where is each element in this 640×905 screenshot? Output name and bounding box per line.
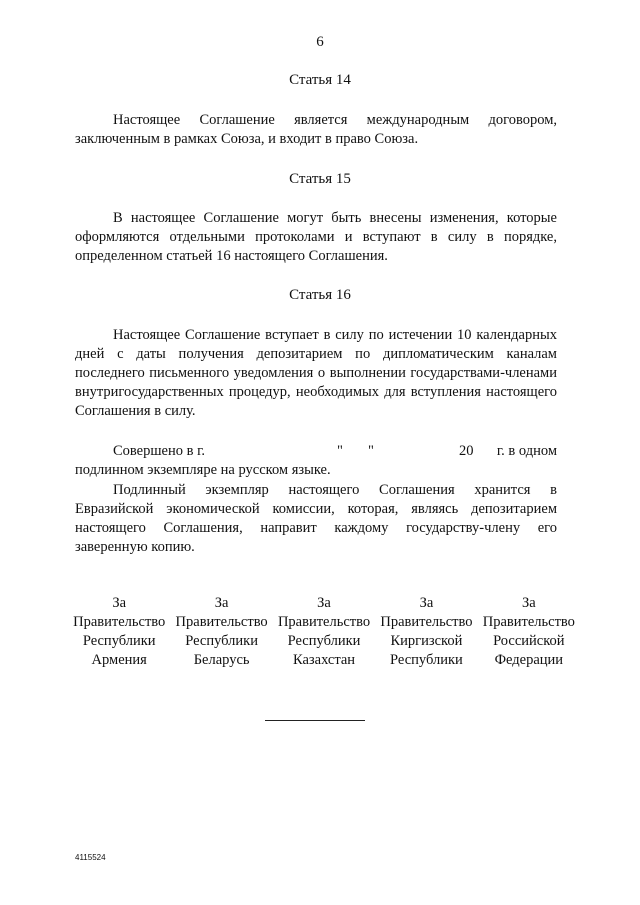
signature-russia: За Правительство Российской Федерации <box>482 595 575 668</box>
article-14-title: Статья 14 <box>289 72 351 88</box>
signature-block <box>68 594 580 670</box>
closing-line2: подлинном экземпляре на русском языке. <box>75 462 331 478</box>
article-14-text: Настоящее Соглашение является международным договором, заключенным в рамках Союза, и входит в право Союза. <box>75 112 557 147</box>
document-code: 4115524 <box>75 853 106 862</box>
article-15-title: Статья 15 <box>289 171 351 187</box>
article-15-text: В настоящее Соглашение могут быть внесены изменения, которые оформляются отдельными протоколами и вступают в силу в порядке, определенном статьей 16 настоящего Соглашения. <box>75 210 557 264</box>
signature-kazakhstan: За Правительство Республики Казахстан <box>277 595 371 668</box>
page-number: 6 <box>316 34 324 50</box>
article-16-title: Статья 16 <box>289 287 351 303</box>
article-16-text: Настоящее Соглашение вступает в силу по истечении 10 календарных дней с даты получения депозитарием по дипломатическим каналам последнего письменного уведомления о выполнении государствами-членами внутригосударственных процедур, необходимых для вступления настоящего Соглашения в силу. <box>75 327 557 419</box>
closing-done-at: Совершено в г. " " 20 г. в одном подлинном экземпляре на русском языке. <box>75 443 557 478</box>
depositary-text: Подлинный экземпляр настоящего Соглашения хранится в Евразийской экономической комиссии, которая, являясь депозитарием настоящего Соглашения, направит каждому государству-члену его заверенную копию. <box>75 482 557 555</box>
signature-belarus: За Правительство Республики Беларусь <box>175 595 268 668</box>
signature-armenia: За Правительство Республики Армения <box>73 595 166 668</box>
end-rule-divider <box>265 720 365 721</box>
signature-kyrgyzstan: За Правительство Киргизской Республики <box>380 595 473 668</box>
